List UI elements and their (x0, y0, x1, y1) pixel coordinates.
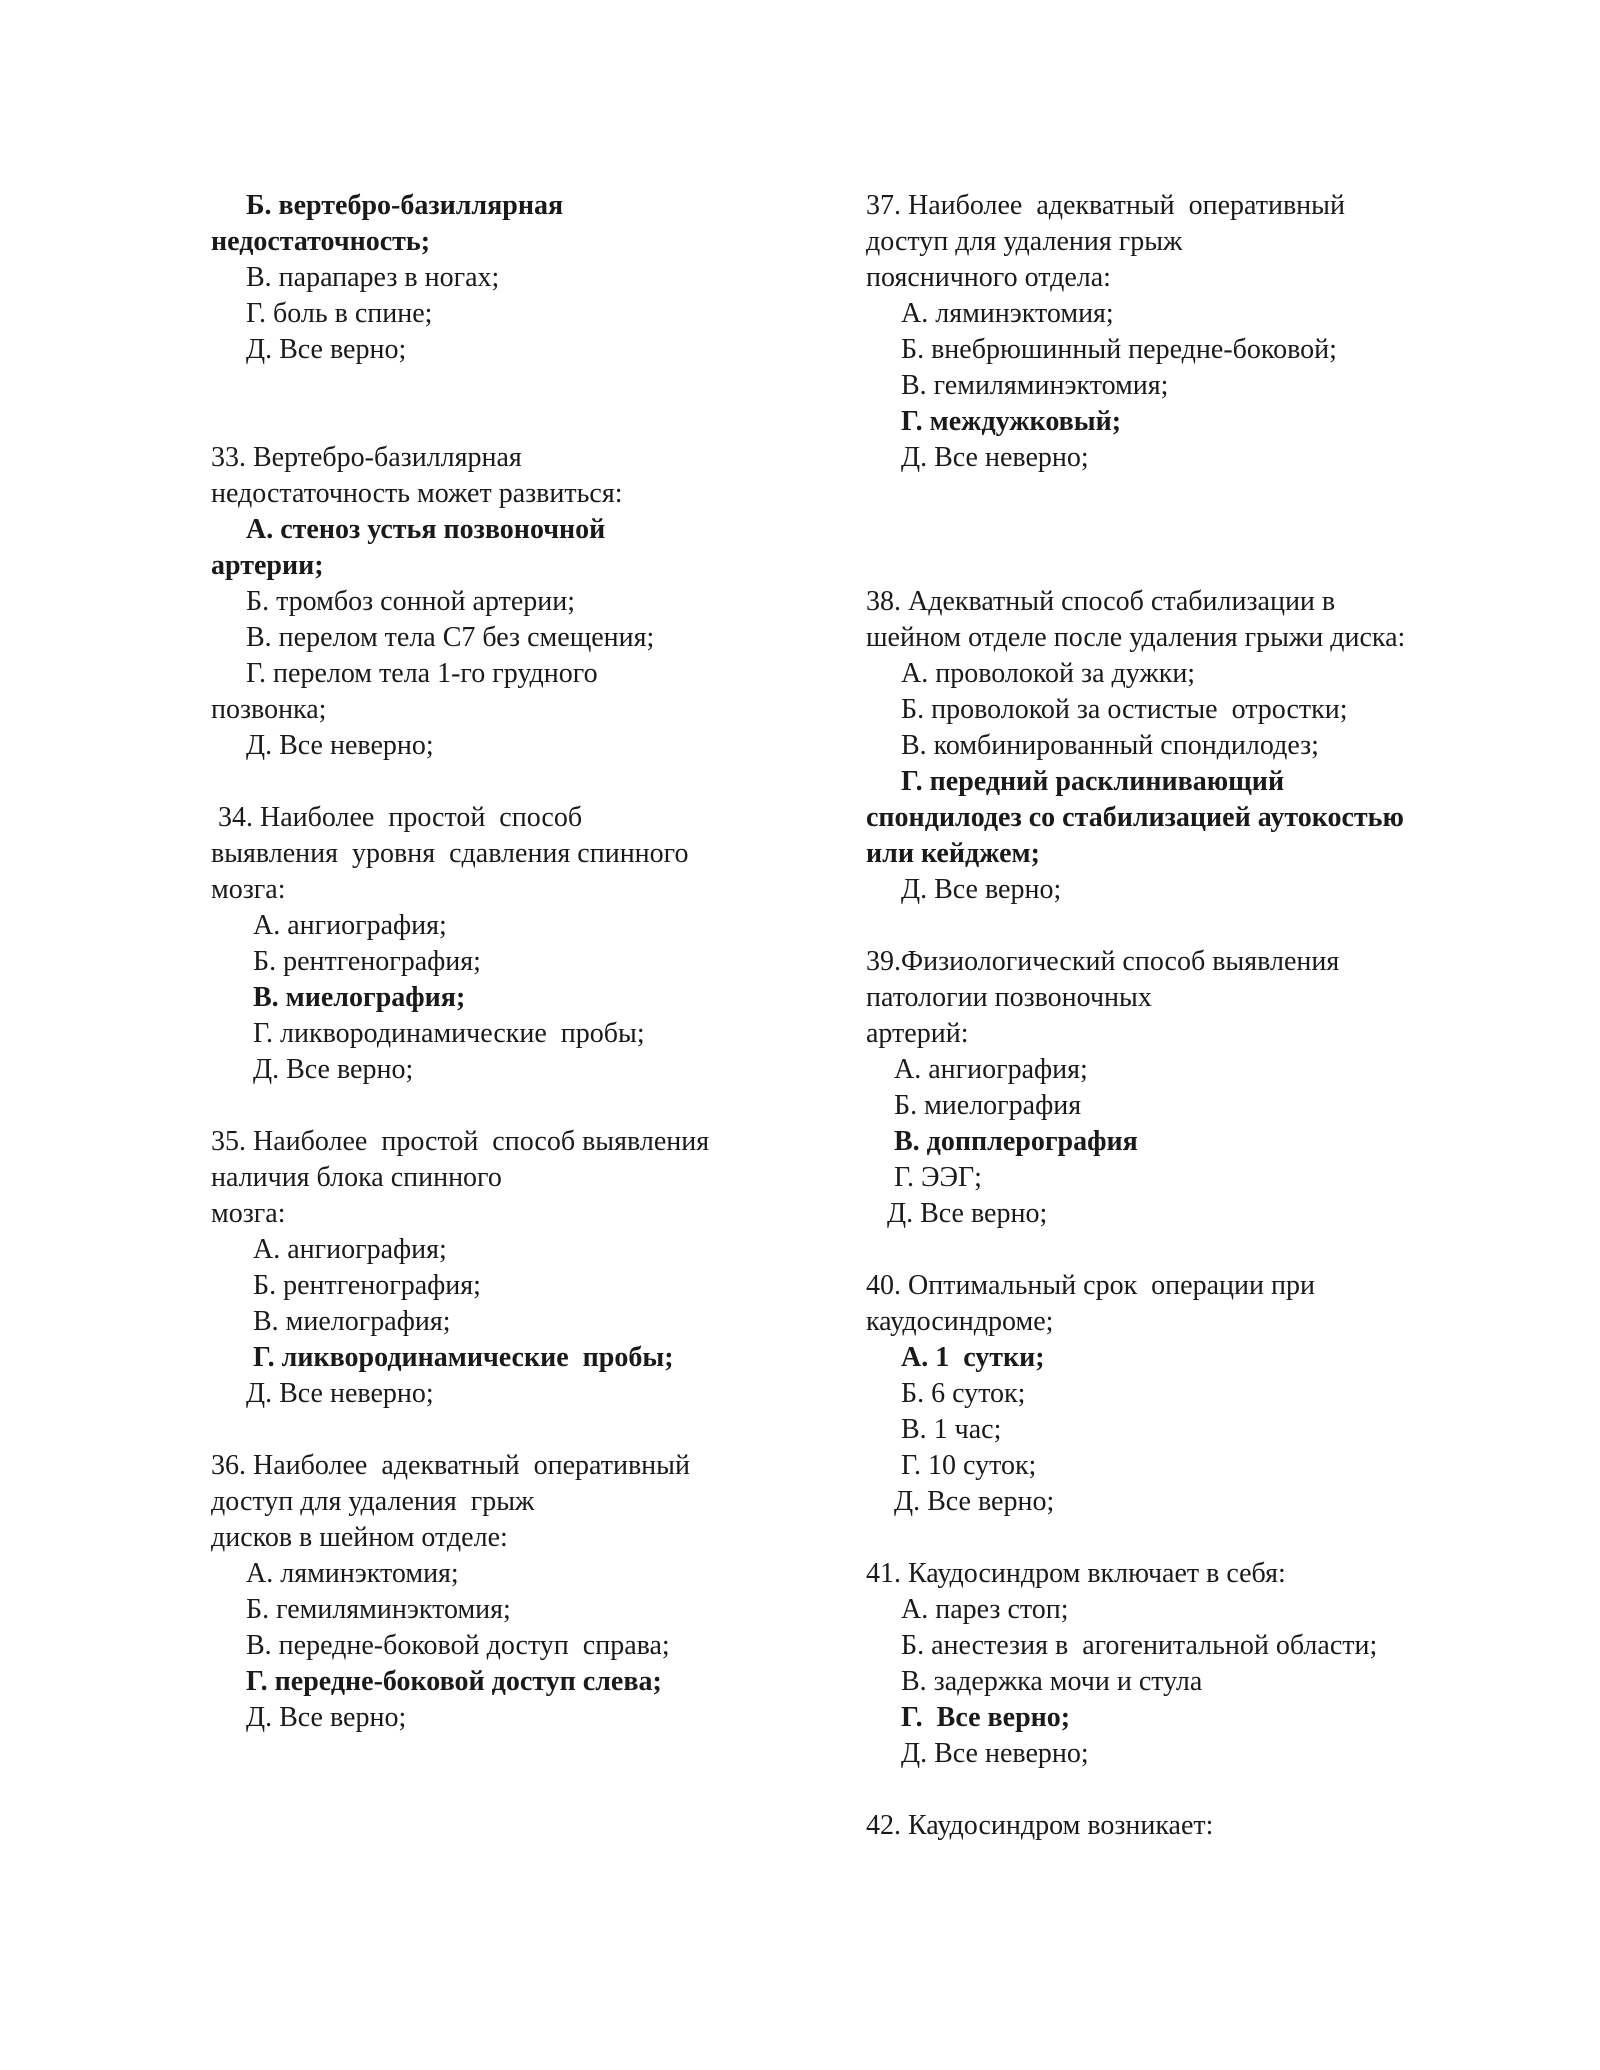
left-column-line: Г. перелом тела 1-го грудного (211, 658, 598, 689)
right-column-line: каудосиндроме; (866, 1306, 1054, 1337)
right-column-line: А. ляминэктомия; (866, 298, 1114, 329)
right-column-line: А. 1 сутки; (866, 1342, 1045, 1373)
right-column-line: В. комбинированный спондилодез; (866, 730, 1319, 761)
right-column-line: А. парез стоп; (866, 1594, 1069, 1625)
left-column-line: позвонка; (211, 694, 327, 725)
left-column-line: А. ангиография; (211, 1234, 447, 1265)
left-column-line: Д. Все неверно; (211, 1378, 434, 1409)
left-column-line (211, 404, 791, 440)
left-column-line: Д. Все верно; (211, 1702, 407, 1733)
left-column-line: Д. Все неверно; (211, 730, 434, 761)
right-column-line: Б. проволокой за остистые отростки; (866, 694, 1348, 725)
left-column-line: выявления уровня сдавления спинного (211, 838, 689, 869)
right-column-line: Д. Все верно; (866, 1486, 1055, 1517)
right-column-line: 38. Адекватный способ стабилизации в (866, 586, 1336, 617)
left-column-line: Д. Все верно; (211, 334, 407, 365)
left-column-line: Г. передне-боковой доступ слева; (211, 1666, 662, 1697)
left-column-line: 35. Наиболее простой способ выявления (211, 1126, 710, 1157)
left-column-line (211, 368, 791, 404)
right-column-line: 41. Каудосиндром включает в себя: (866, 1558, 1286, 1589)
right-column-line (866, 512, 1506, 548)
left-column-line: недостаточность; (211, 226, 431, 257)
left-column-line: А. стеноз устья позвоночной (211, 514, 606, 545)
right-column-line: Б. миелография (866, 1090, 1082, 1121)
left-column-line: В. передне-боковой доступ справа; (211, 1630, 670, 1661)
right-column-line: патологии позвоночных (866, 982, 1152, 1013)
right-column-line: Г. междужковый; (866, 406, 1122, 437)
right-column-line (866, 1520, 1506, 1556)
left-column-line (211, 1412, 791, 1448)
right-column-line (866, 908, 1506, 944)
left-column-line: 33. Вертебро-базиллярная (211, 442, 522, 473)
left-column-line: Г. ликвородинамические пробы; (211, 1342, 674, 1373)
left-column-line: дисков в шейном отделе: (211, 1522, 508, 1553)
left-column-line: В. парапарез в ногах; (211, 262, 500, 293)
right-column-line: Б. анестезия в агогенитальной области; (866, 1630, 1378, 1661)
left-column-line: Б. вертебро-базиллярная (211, 190, 564, 221)
right-column-line: 40. Оптимальный срок операции при (866, 1270, 1315, 1301)
left-column-line: В. миелография; (211, 1306, 451, 1337)
right-column-line: Г. 10 суток; (866, 1450, 1037, 1481)
right-column-line: Б. 6 суток; (866, 1378, 1026, 1409)
left-column-line: Б. тромбоз сонной артерии; (211, 586, 575, 617)
right-column-line: доступ для удаления грыж (866, 226, 1183, 257)
right-column-line (866, 1232, 1506, 1268)
right-column-line: шейном отделе после удаления грыжи диска: (866, 622, 1406, 653)
right-column-line: Д. Все неверно; (866, 1738, 1089, 1769)
left-column-line: А. ляминэктомия; (211, 1558, 459, 1589)
left-column-line: Б. рентгенография; (211, 946, 481, 977)
right-column-line: 37. Наиболее адекватный оперативный (866, 190, 1345, 221)
right-column-line: или кейджем; (866, 838, 1040, 869)
right-column-line: спондилодез со стабилизацией аутокостью (866, 802, 1404, 833)
left-column-line: Б. гемиляминэктомия; (211, 1594, 511, 1625)
right-column-line: 42. Каудосиндром возникает: (866, 1810, 1214, 1841)
left-column-line (211, 1088, 791, 1124)
right-column-line (866, 476, 1506, 512)
right-column-line (866, 1772, 1506, 1808)
right-column-line: А. проволокой за дужки; (866, 658, 1196, 689)
right-column-line: В. 1 час; (866, 1414, 1002, 1445)
right-column-line: поясничного отдела: (866, 262, 1111, 293)
left-column-line: Г. ликвородинамические пробы; (211, 1018, 645, 1049)
right-column (866, 188, 1506, 1844)
right-column-line: В. гемиляминэктомия; (866, 370, 1169, 401)
left-column-line: В. перелом тела С7 без смещения; (211, 622, 655, 653)
right-column-line: В. задержка мочи и стула (866, 1666, 1203, 1697)
left-column-line: артерии; (211, 550, 324, 581)
right-column-line: Д. Все верно; (866, 874, 1062, 905)
right-column-line (866, 548, 1506, 584)
right-column-line: 39.Физиологический способ выявления (866, 946, 1340, 977)
left-column-line (211, 764, 791, 800)
left-column-line: Д. Все верно; (211, 1054, 414, 1085)
right-column-line: Б. внебрюшинный передне-боковой; (866, 334, 1337, 365)
right-column-line: А. ангиография; (866, 1054, 1088, 1085)
left-column (211, 188, 791, 1736)
right-column-line: В. допплерография (866, 1126, 1138, 1157)
left-column-line: Б. рентгенография; (211, 1270, 481, 1301)
right-column-line: Г. передний расклинивающий (866, 766, 1285, 797)
right-column-line: Д. Все неверно; (866, 442, 1089, 473)
left-column-line: мозга: (211, 1198, 286, 1229)
left-column-line: доступ для удаления грыж (211, 1486, 535, 1517)
left-column-line: недостаточность может развиться: (211, 478, 623, 509)
right-column-line: Г. ЭЭГ; (866, 1162, 982, 1193)
left-column-line: Г. боль в спине; (211, 298, 433, 329)
right-column-line: артерий: (866, 1018, 969, 1049)
left-column-line: В. миелография; (211, 982, 466, 1013)
left-column-line: 36. Наиболее адекватный оперативный (211, 1450, 690, 1481)
left-column-line: А. ангиография; (211, 910, 447, 941)
left-column-line: наличия блока спинного (211, 1162, 502, 1193)
left-column-line: мозга: (211, 874, 286, 905)
right-column-line: Г. Все верно; (866, 1702, 1071, 1733)
right-column-line: Д. Все верно; (866, 1198, 1048, 1229)
left-column-line: 34. Наиболее простой способ (211, 802, 583, 833)
